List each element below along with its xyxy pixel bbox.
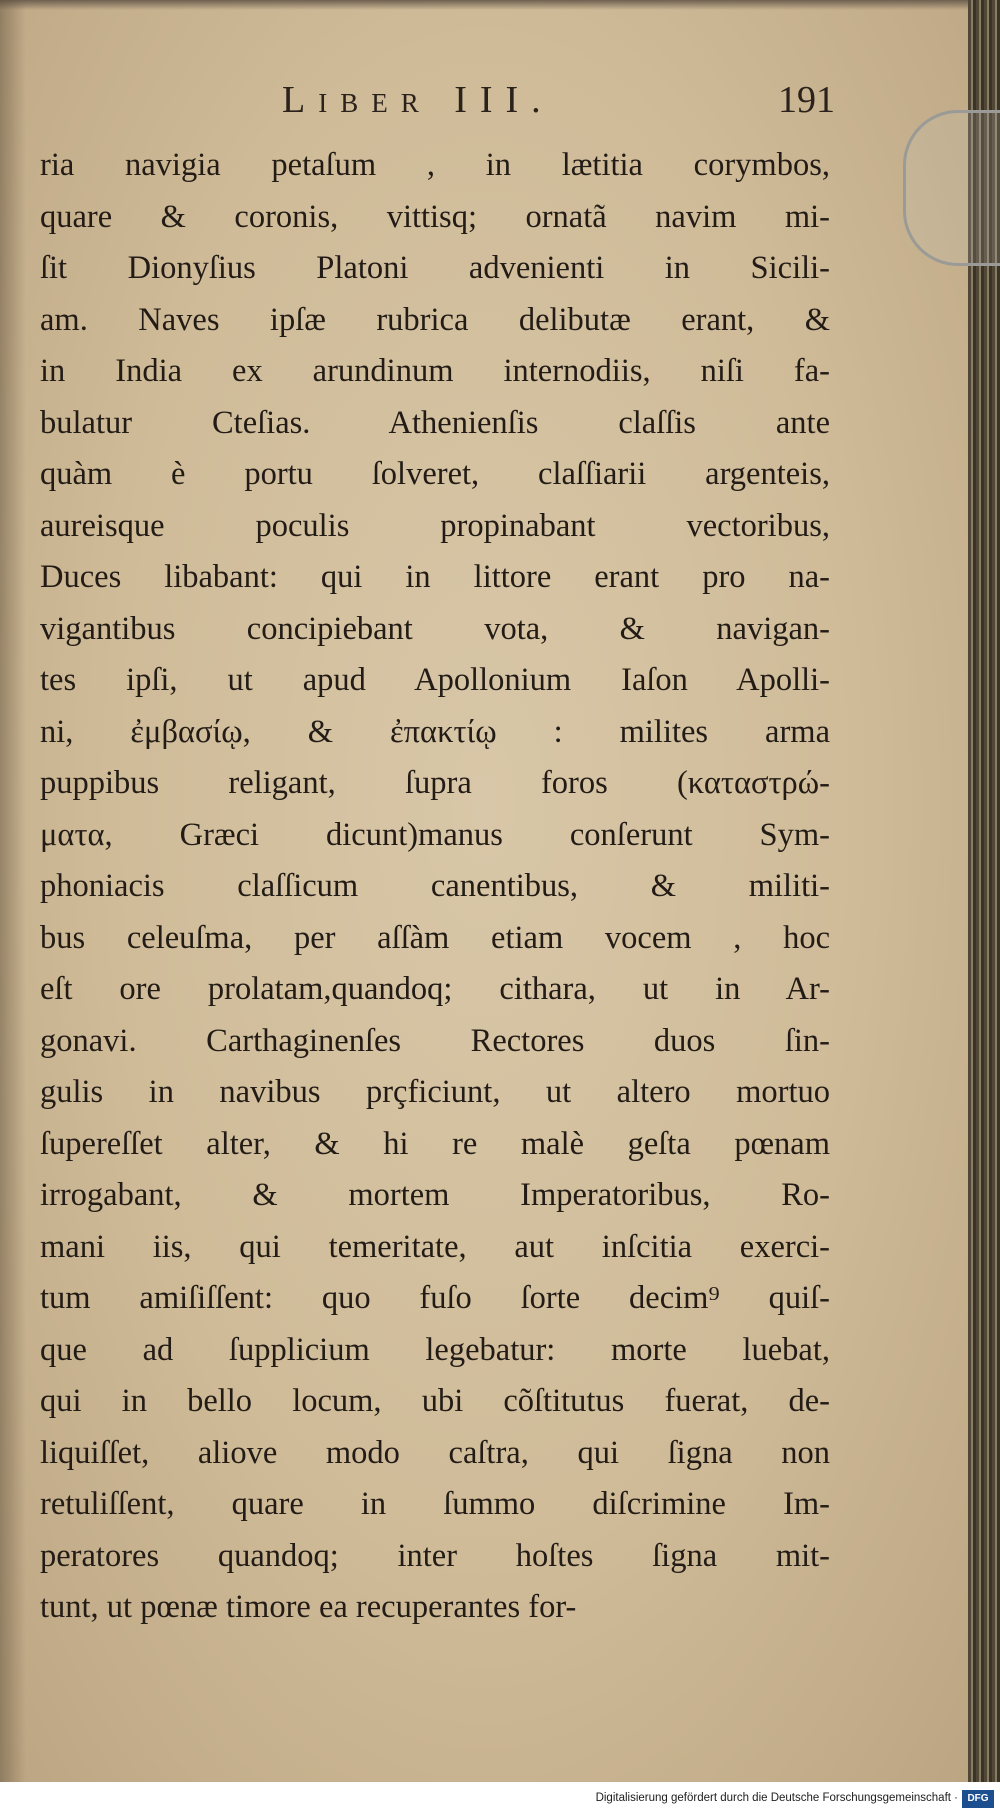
text-line: que ad ſupplicium legebatur: morte luebat, [40, 1331, 830, 1368]
text-line: peratores quandoq; inter hoſtes ſigna mit- [40, 1537, 830, 1574]
text-line: liquiſſet, aliove modo caſtra, qui ſigna non [40, 1434, 830, 1471]
text-line: ni, ἐμβασίῳ, & ἐπακτίῳ : milites arma [40, 713, 830, 750]
text-line: in India ex arundinum internodiis, niſi fa- [40, 353, 830, 389]
text-line: puppibus religant, ſupra foros (καταστρώ- [40, 765, 830, 801]
text-line: ματα, Græci dicunt)manus conſerunt Sym- [40, 816, 830, 853]
text-line: irrogabant, & mortem Imperatoribus, Ro- [40, 1177, 830, 1213]
page-edge [968, 0, 1000, 1782]
running-title: Liber III. [282, 79, 554, 121]
text-block [40, 140, 830, 1634]
text-line: gonavi. Carthaginenſes Rectores duos ſin- [40, 1022, 830, 1059]
text-line: tum amiſiſſent: quo fuſo ſorte decim⁹ quiſ- [40, 1280, 830, 1316]
text-line: gulis in navibus prçficiunt, ut altero mortuo [40, 1074, 830, 1110]
text-line: ſupereſſet alter, & hi re malè geſta pœnam [40, 1125, 830, 1162]
funding-credit: Digitalisierung gefördert durch die Deutsche Forschungsgemeinschaft · [595, 1792, 958, 1804]
text-line: Duces libabant: qui in littore erant pro na- [40, 559, 830, 595]
text-line: vigantibus concipiebant vota, & navigan- [40, 610, 830, 647]
text-line: ſit Dionyſius Platoni advenienti in Sicili- [40, 250, 830, 286]
text-line: aureisque poculis propinabant vectoribus, [40, 507, 830, 544]
text-line: bus celeuſma, per aſſàm etiam vocem , hoc [40, 919, 830, 956]
text-line: quare & coronis, vittisq; ornatã navim mi- [40, 198, 830, 235]
text-line: retuliſſent, quare in ſummo diſcrimine Im- [40, 1486, 830, 1522]
text-line: quàm è portu ſolveret, claſſiarii argenteis, [40, 456, 830, 492]
dfg-logo-icon: DFG [962, 1790, 994, 1808]
text-line: tes ipſi, ut apud Apollonium Iaſon Apolli- [40, 662, 830, 698]
text-line: eſt ore prolatam,quandoq; cithara, ut in Ar- [40, 971, 830, 1007]
text-line: tunt, ut pœnæ timore ea recuperantes for- [40, 1589, 577, 1625]
page-header [250, 78, 835, 128]
text-line: phoniacis claſſicum canentibus, & militi- [40, 868, 830, 904]
page-number: 191 [778, 79, 835, 121]
text-line: am. Naves ipſæ rubrica delibutæ erant, & [40, 301, 830, 338]
page-clip [903, 110, 1000, 266]
text-line: qui in bello locum, ubi cõſtitutus fuerat, de- [40, 1383, 830, 1419]
text-line: mani iis, qui temeritate, aut inſcitia exerci- [40, 1228, 830, 1265]
text-line: bulatur Cteſias. Athenienſis claſſis ante [40, 404, 830, 441]
footer-bar [0, 1782, 1000, 1820]
text-line: ria navigia petaſum , in lætitia corymbos, [40, 147, 830, 183]
